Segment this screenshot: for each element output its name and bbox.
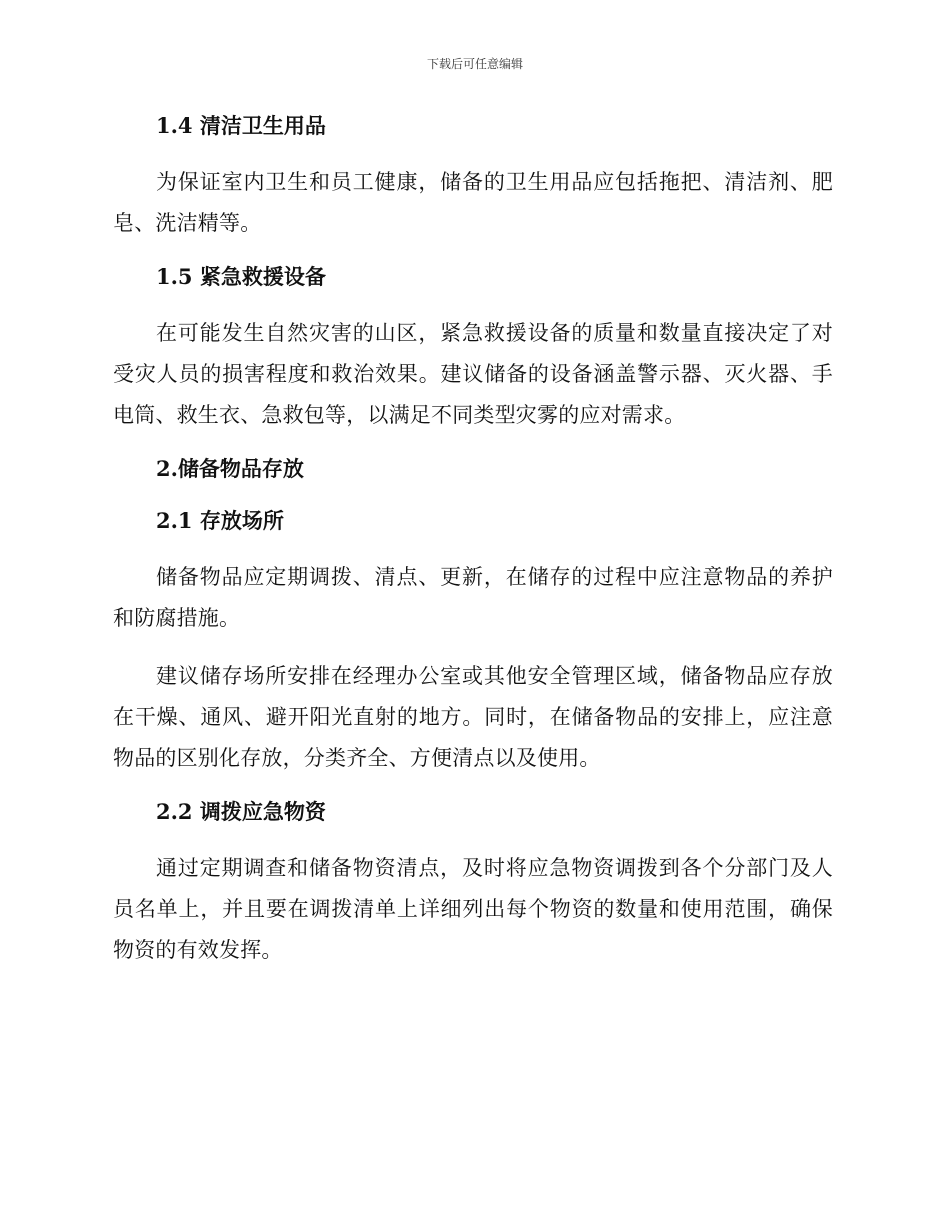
paragraph-rescue-equipment: 在可能发生自然灾害的山区，紧急救援设备的质量和数量直接决定了对受灾人员的损害程度和救治效果。建议储备的设备涵盖警示器、灭火器、手电筒、救生衣、急救包等，以满足不同类型灾雾的应对需求。	[113, 321, 833, 427]
section-heading-2-2: 2.2 调拨应急物资	[156, 799, 326, 824]
paragraph-cleaning-supplies: 为保证室内卫生和员工健康，储备的卫生用品应包括拖把、清洁剂、肥皂、洗洁精等。	[113, 170, 833, 235]
paragraph-emergency-allocation: 通过定期调查和储备物资清点，及时将应急物资调拨到各个分部门及人员名单上，并且要在调拨清单上详细列出每个物资的数量和使用范围，确保物资的有效发挥。	[113, 856, 833, 962]
section-heading-1-5: 1.5 紧急救援设备	[156, 264, 326, 289]
section-heading-2-1: 2.1 存放场所	[156, 508, 284, 533]
section-heading-1-4: 1.4 清洁卫生用品	[156, 113, 326, 138]
page-header: 下载后可任意编辑	[426, 57, 523, 71]
paragraph-storage-location: 建议储存场所安排在经理办公室或其他安全管理区域，储备物品应存放在干燥、通风、避开阳光直射的地方。同时，在储备物品的安排上，应注意物品的区别化存放，分类齐全、方便清点以及使用。	[113, 664, 833, 770]
document-body	[113, 110, 833, 971]
paragraph-storage-maintenance: 储备物品应定期调拨、清点、更新，在储存的过程中应注意物品的养护和防腐措施。	[113, 565, 833, 630]
section-heading-2: 2.储备物品存放	[156, 456, 304, 481]
